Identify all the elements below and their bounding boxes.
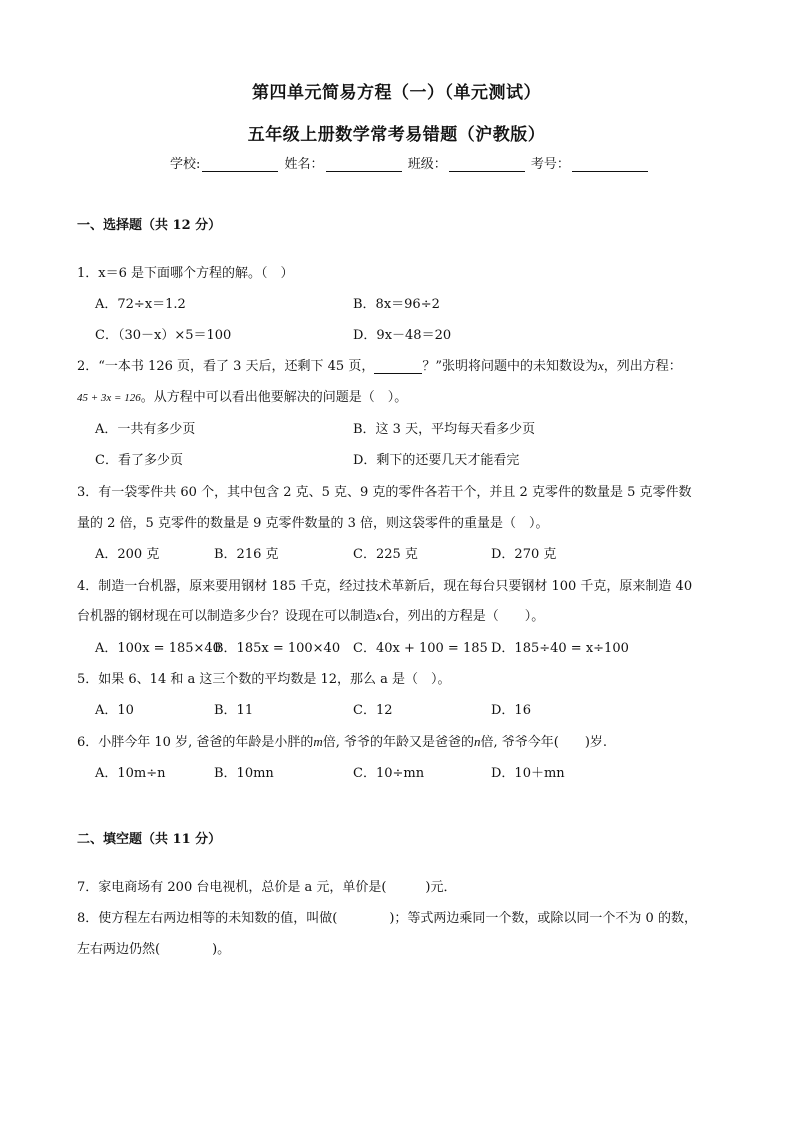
q1-option-c: C．（30－x）×5＝100 [95, 328, 232, 343]
q4-option-a: A．100x = 185×40 [95, 641, 221, 656]
name-blank[interactable] [326, 158, 402, 172]
q6-stem-b: 倍, 爷爷的年龄又是爸爸的 [322, 735, 474, 750]
q2-stem-d: 。从方程中可以看出他要解决的问题是（ ）。 [140, 390, 408, 405]
q4-var: x [376, 608, 382, 623]
q2-stem-line1 [77, 355, 682, 374]
q1-option-a: A．72÷x＝1.2 [95, 297, 186, 312]
q4-option-c: C．40x + 100 = 185 [353, 641, 488, 656]
q6-var-m: m [313, 734, 323, 749]
school-blank[interactable] [202, 158, 278, 172]
q4-stem-line1: 4．制造一台机器，原来要用钢材 185 千克，经过技术革新后，现在每台只要钢材 100 千克，原来制造 40 [77, 579, 693, 594]
q2-stem-line2 [77, 386, 407, 405]
q1-option-b: B．8x＝96÷2 [353, 297, 440, 312]
q5-option-a: A．10 [95, 703, 134, 718]
q4-option-b: B．185x = 100×40 [214, 641, 341, 656]
q6-option-b: B．10mn [214, 766, 274, 781]
q2-blank[interactable] [374, 361, 422, 374]
q1-stem: 1．x＝6 是下面哪个方程的解。（ ） [77, 266, 294, 281]
q3-option-c: C．225 克 [353, 547, 418, 562]
q6-option-a: A．10m÷n [95, 766, 166, 781]
q4-stem-line2 [77, 605, 544, 624]
q5-option-b: B．11 [214, 703, 254, 718]
q2-equation: 45 + 3x = 126 [77, 392, 141, 404]
q8-stem-line1: 8．使方程左右两边相等的未知数的值，叫做( )；等式两边乘同一个数，或除以同一个不为 0 的数， [77, 911, 697, 926]
student-info-line [170, 153, 650, 172]
section-title-choice: 一、选择题（共 12 分） [77, 218, 222, 233]
q2-stem-c: ，列出方程： [603, 359, 682, 374]
section-title-fill: 二、填空题（共 11 分） [77, 832, 222, 847]
q2-option-b: B．这 3 天，平均每天看多少页 [353, 422, 536, 437]
id-label: 考号： [530, 157, 570, 172]
q3-option-b: B．216 克 [214, 547, 279, 562]
q4-stem-2b: 台，列出的方程是（ ）。 [381, 609, 545, 624]
q2-option-c: C．看了多少页 [95, 453, 183, 468]
class-label: 班级： [407, 157, 447, 172]
q3-option-d: D．270 克 [491, 547, 557, 562]
q3-stem-line1: 3．有一袋零件共 60 个，其中包含 2 克、5 克、9 克的零件各若干个，并且 2 克零件的数量是 5 克零件数 [77, 485, 692, 500]
q4-stem-2a: 台机器的钢材现在可以制造多少台？设现在可以制造 [77, 609, 377, 624]
q6-stem [77, 731, 607, 750]
q6-stem-a: 6．小胖今年 10 岁, 爸爸的年龄是小胖的 [77, 735, 314, 750]
q6-stem-c: 倍, 爷爷今年( )岁. [480, 735, 608, 750]
q8-stem-line2: 左右两边仍然( )。 [77, 942, 231, 957]
q2-option-a: A．一共有多少页 [95, 422, 196, 437]
q3-option-a: A．200 克 [95, 547, 160, 562]
q2-option-d: D．剩下的还要几天才能看完 [353, 453, 520, 468]
q3-stem-line2: 量的 2 倍，5 克零件的数量是 9 克零件数量的 3 倍，则这袋零件的重量是（ ）。 [77, 516, 549, 531]
class-blank[interactable] [449, 158, 525, 172]
q5-option-d: D．16 [491, 703, 531, 718]
q2-var: x [598, 358, 604, 373]
q7-stem: 7．家电商场有 200 台电视机，总价是 a 元，单价是( )元． [77, 880, 457, 895]
name-label: 姓名： [284, 157, 324, 172]
q5-stem: 5．如果 6、14 和 a 这三个数的平均数是 12，那么 a 是（ ）。 [77, 672, 451, 687]
q6-option-c: C．10÷mn [353, 766, 425, 781]
q6-option-d: D．10＋mn [491, 766, 565, 781]
q4-option-d: D．185÷40 = x÷100 [491, 641, 629, 656]
q6-var-n: n [474, 734, 481, 749]
q5-option-c: C．12 [353, 703, 393, 718]
school-label: 学校: [170, 157, 201, 172]
doc-title-1: 第四单元简易方程（一）（单元测试） [252, 83, 541, 103]
id-blank[interactable] [572, 158, 648, 172]
q1-option-d: D．9x－48＝20 [353, 328, 452, 343]
doc-title-2: 五年级上册数学常考易错题（沪教版） [247, 125, 546, 145]
q2-stem-a: 2．“一本书 126 页，看了 3 天后，还剩下 45 页， [77, 359, 375, 374]
q2-stem-b: ？”张明将问题中的未知数设为 [422, 359, 598, 374]
